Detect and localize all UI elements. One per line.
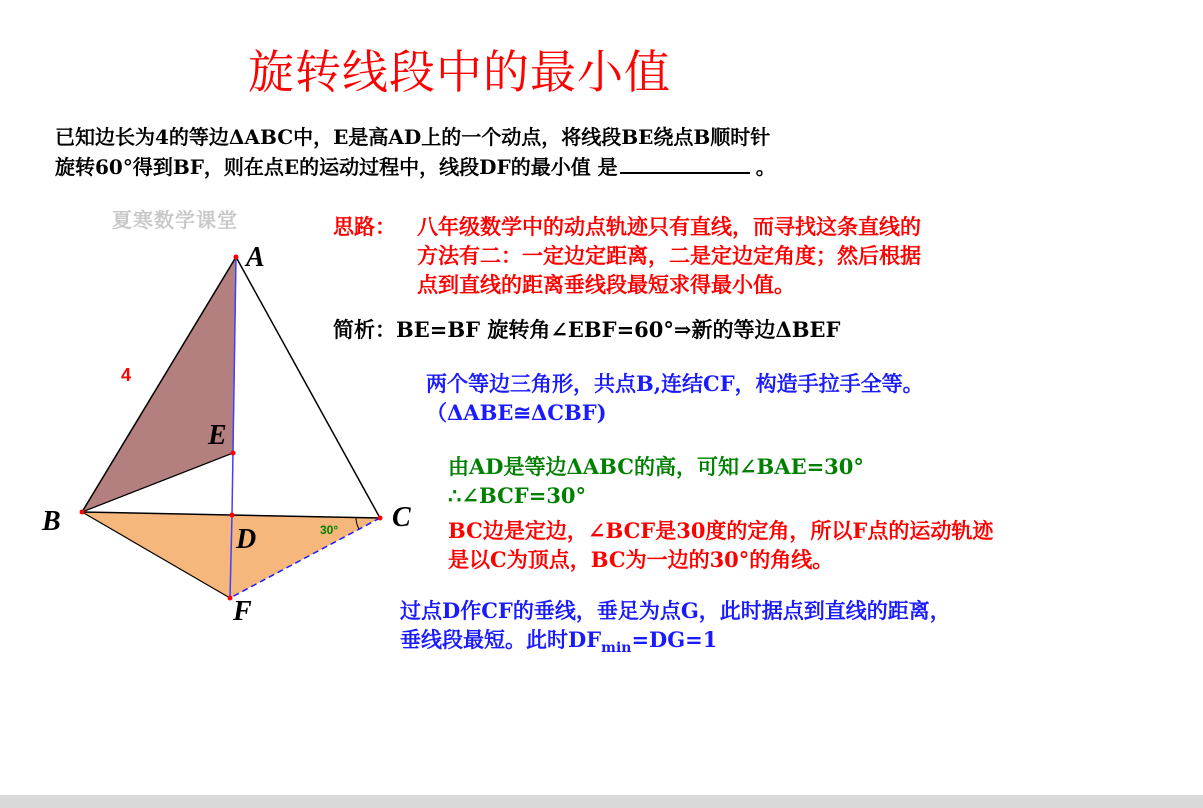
perpendicular-line-2-suffix: =DG=1 <box>631 627 718 652</box>
perpendicular-line-1: 过点D作CF的垂线，垂足为点G，此时据点到直线的距离， <box>400 598 951 623</box>
min-subscript: min <box>601 640 632 657</box>
slide-title: 旋转线段中的最小值 <box>248 45 671 99</box>
label-d: D <box>236 524 257 555</box>
idea-label: 思路： <box>333 214 396 239</box>
point-f-marker <box>228 596 233 601</box>
label-c: C <box>392 502 411 533</box>
perpendicular-line-2 <box>400 625 1160 663</box>
problem-line-2-end: 。 <box>755 155 776 179</box>
point-e-marker <box>231 451 236 456</box>
problem-line-1: 已知边长为4的等边ΔABC中，E是高AD上的一个动点，将线段BE绕点B顺时针 <box>55 125 771 149</box>
altitude-note-line-2: ∴∠BCF=30° <box>448 483 587 508</box>
idea-line-2: 方法有二：一定边定距离，二是定边定角度；然后根据 <box>417 243 921 268</box>
altitude-note-line-1: 由AD是等边ΔABC的高，可知∠BAE=30° <box>448 454 864 479</box>
answer-blank <box>620 152 750 174</box>
point-b-marker <box>80 510 85 515</box>
brief-analysis: 简析：BE=BF 旋转角∠EBF=60°⇒新的等边ΔBEF <box>333 317 841 342</box>
point-c-marker <box>378 516 383 521</box>
altitude-note <box>448 452 1148 510</box>
fixed-angle-line-2: 是以C为顶点，BC为一边的30°的角线。 <box>448 547 834 572</box>
solution-idea <box>333 212 1123 299</box>
fixed-angle-note <box>448 516 1168 574</box>
label-f: F <box>233 596 252 627</box>
idea-body <box>417 212 1123 299</box>
fixed-angle-line-1: BC边是定边，∠BCF是30度的定角，所以F点的运动轨迹 <box>448 518 994 543</box>
two-triangles-note <box>426 369 1126 427</box>
point-a-marker <box>234 255 239 260</box>
perpendicular-note <box>400 596 1160 663</box>
problem-line-2-text: 旋转60°得到BF，则在点E的运动过程中，线段DF的最小值 是 <box>55 155 618 179</box>
angle-30-label: 30° <box>320 523 339 537</box>
label-e: E <box>208 420 227 451</box>
idea-line-3: 点到直线的距离垂线段最短求得最小值。 <box>417 272 795 297</box>
two-triangles-line-2: （ΔABE≅ΔCBF) <box>426 400 607 425</box>
perpendicular-line-2-prefix: 垂线段最短。此时DF <box>400 627 602 652</box>
watermark: 夏寒数学课堂 <box>112 208 238 232</box>
point-d-marker <box>230 513 235 518</box>
side-length-label: 4 <box>121 365 132 385</box>
idea-line-1: 八年级数学中的动点轨迹只有直线，而寻找这条直线的 <box>417 214 921 239</box>
label-a: A <box>246 242 265 273</box>
two-triangles-line-1: 两个等边三角形，共点B,连结CF，构造手拉手全等。 <box>426 371 924 396</box>
bottom-bar <box>0 795 1203 808</box>
label-b: B <box>42 506 61 537</box>
